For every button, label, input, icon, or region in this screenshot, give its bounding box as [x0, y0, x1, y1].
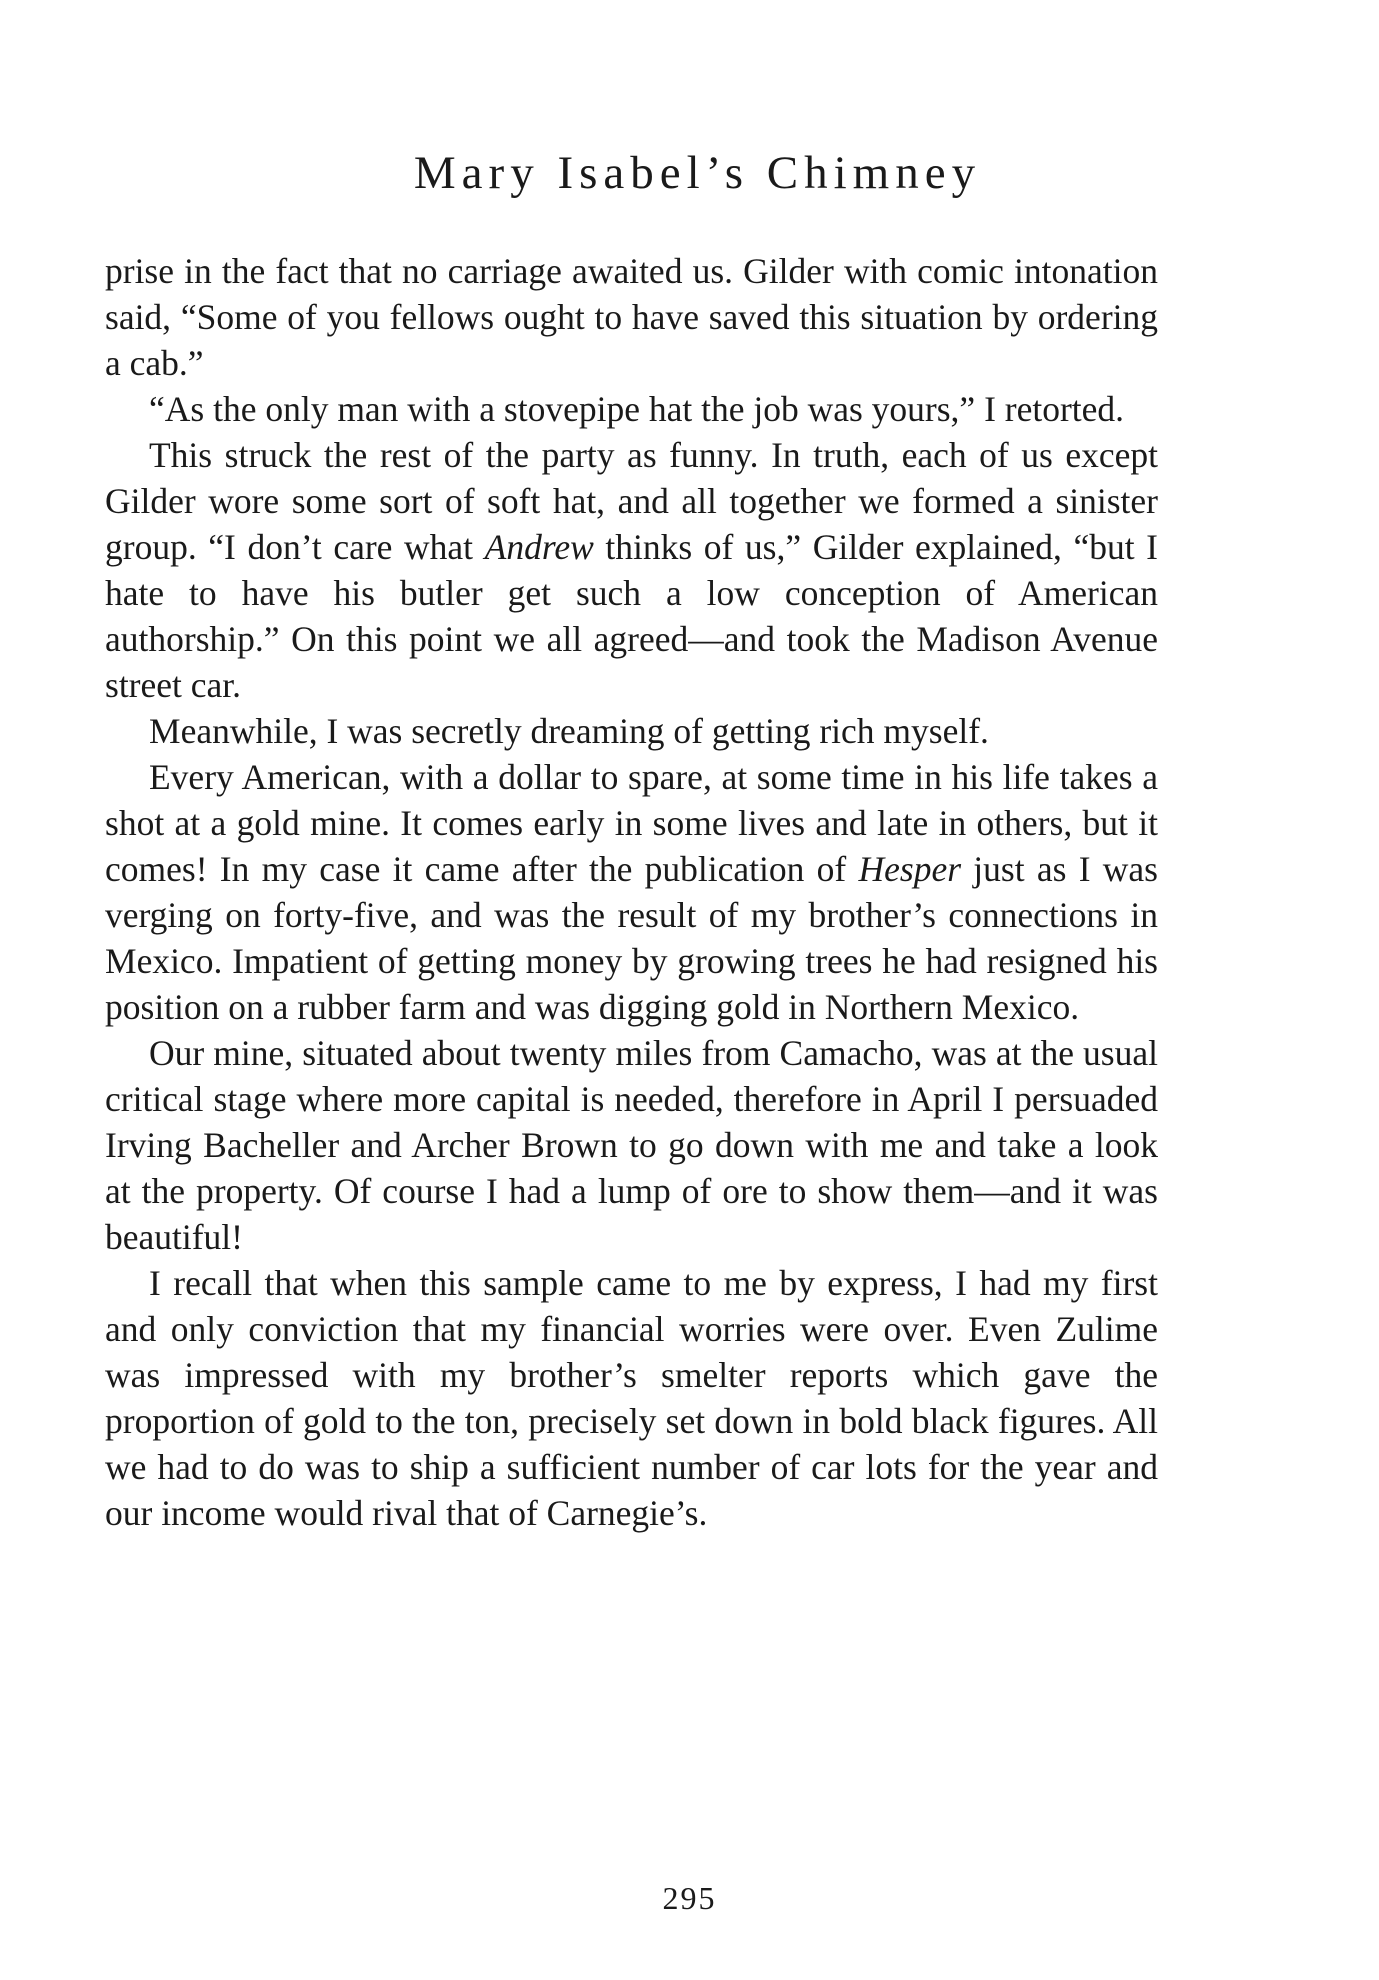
- text-run: prise in the fact that no carriage awaited us. Gilder with comic intonation said, “Some of you fellows ought to have saved this situation by ordering a cab.”: [105, 251, 1158, 383]
- running-head: Mary Isabel’s Chimney: [413, 147, 982, 199]
- paragraph: [105, 1030, 1158, 1260]
- paragraph: [105, 708, 1158, 754]
- italic-title: Andrew: [484, 527, 594, 567]
- paragraph: [105, 1260, 1158, 1536]
- text-run: “As the only man with a stovepipe hat the job was yours,” I retorted.: [149, 389, 1125, 429]
- paragraph: [105, 754, 1158, 1030]
- text-run: Meanwhile, I was secretly dreaming of getting rich myself.: [149, 711, 989, 751]
- paragraph: [105, 248, 1158, 386]
- paragraph: [105, 386, 1158, 432]
- text-run: thinks of us,” Gilder explained, “but I hate to have his butler get such a low conception of American authorship.” On this point we all agreed—and took the Madison Avenue street car.: [105, 527, 1158, 705]
- page-number: 295: [662, 1880, 717, 1916]
- text-run: Every American, with a dollar to spare, at some time in his life takes a shot at a gold mine. It comes early in some lives and late in others, but it comes! In my case it came after the publication of: [105, 757, 1158, 889]
- italic-title: Hesper: [858, 849, 962, 889]
- paragraph: [105, 432, 1158, 708]
- text-run: just as I was verging on forty-five, and was the result of my brother’s connections in Mexico. Impatient of getting money by growing trees he had resigned his position on a rubber farm and was digging gold in Northern Mexico.: [105, 849, 1158, 1027]
- text-run: This struck the rest of the party as funny. In truth, each of us except Gilder wore some sort of soft hat, and all together we formed a sinister group. “I don’t care what: [105, 435, 1158, 567]
- text-run: Our mine, situated about twenty miles from Camacho, was at the usual critical stage where more capital is needed, therefore in April I persuaded Irving Bacheller and Archer Brown to go down with me and take a look at the property. Of course I had a lump of ore to show them—and it was beautiful!: [105, 1033, 1158, 1257]
- body-text: [105, 248, 1158, 1536]
- text-run: I recall that when this sample came to me by express, I had my first and only conviction that my financial worries were over. Even Zulime was impressed with my brother’s smelter reports which gave the proportion of gold to the ton, precisely set down in bold black figures. All we had to do was to ship a sufficient number of car lots for the year and our income would rival that of Carnegie’s.: [105, 1263, 1158, 1533]
